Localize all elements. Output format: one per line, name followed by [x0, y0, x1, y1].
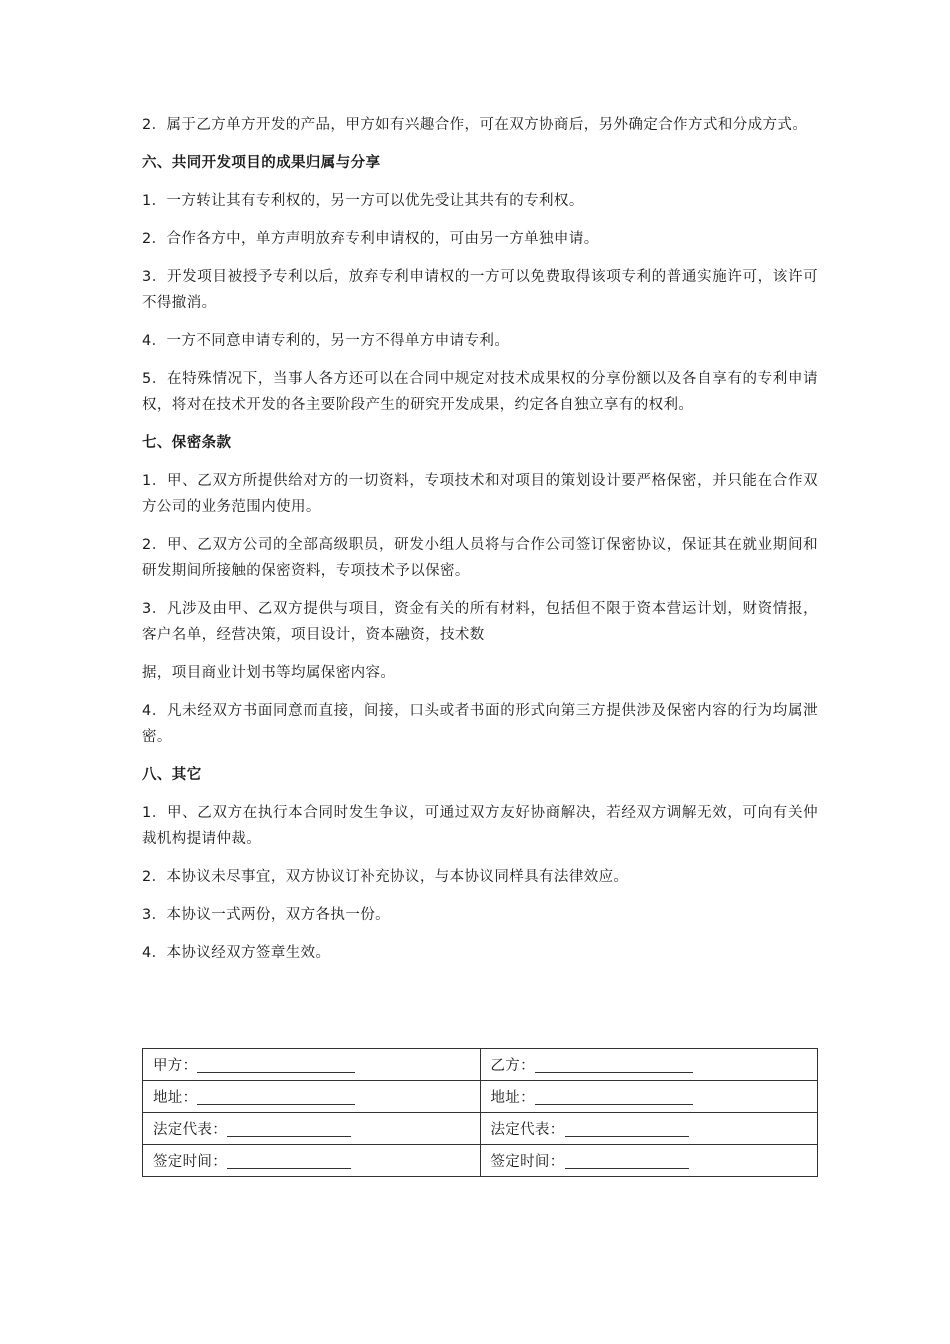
party-b-cell [480, 1049, 818, 1081]
address-a-blank[interactable] [197, 1088, 355, 1105]
date-b-label: 签定时间： [490, 1154, 565, 1170]
address-a-label: 地址： [153, 1090, 198, 1106]
paragraph: 2．本协议未尽事宜，双方协议订补充协议，与本协议同样具有法律效应。 [142, 869, 629, 885]
section-heading-7: 七、保密条款 [142, 435, 232, 451]
paragraph: 1．甲、乙双方所提供给对方的一切资料，专项技术和对项目的策划设计要严格保密，并只能在合作双方公司的业务范围内使用。 [142, 473, 818, 515]
address-a-cell [143, 1081, 481, 1113]
date-b-blank[interactable] [565, 1152, 689, 1169]
address-b-label: 地址： [490, 1090, 535, 1106]
section-heading-6: 六、共同开发项目的成果归属与分享 [142, 155, 381, 171]
rep-b-blank[interactable] [565, 1120, 689, 1137]
signature-table [142, 1048, 818, 1177]
document-body [142, 112, 818, 978]
rep-a-label: 法定代表： [153, 1122, 227, 1138]
paragraph: 4．凡未经双方书面同意而直接，间接，口头或者书面的形式向第三方提供涉及保密内容的行为均属泄密。 [142, 703, 818, 745]
table-row [143, 1113, 818, 1145]
section-heading-8: 八、其它 [142, 767, 202, 783]
paragraph: 3．凡涉及由甲、乙双方提供与项目，资金有关的所有材料，包括但不限于资本营运计划，财资情报，客户名单，经营决策，项目设计，资本融资，技术数 [142, 601, 818, 643]
paragraph: 1．甲、乙双方在执行本合同时发生争议，可通过双方友好协商解决，若经双方调解无效，可向有关仲裁机构提请仲裁。 [142, 805, 818, 847]
rep-b-label: 法定代表： [490, 1122, 565, 1138]
paragraph: 4．本协议经双方签章生效。 [142, 945, 331, 961]
rep-a-blank[interactable] [227, 1120, 351, 1137]
table-row [143, 1049, 818, 1081]
party-a-blank[interactable] [197, 1056, 355, 1073]
party-b-blank[interactable] [535, 1056, 693, 1073]
paragraph: 4．一方不同意申请专利的，另一方不得单方申请专利。 [142, 333, 510, 349]
paragraph: 2．甲、乙双方公司的全部高级职员，研发小组人员将与合作公司签订保密协议，保证其在就业期间和研发期间所接触的保密资料，专项技术予以保密。 [142, 537, 818, 579]
rep-b-cell [480, 1113, 818, 1145]
party-a-cell [143, 1049, 481, 1081]
paragraph: 据，项目商业计划书等均属保密内容。 [142, 665, 396, 681]
paragraph: 2．合作各方中，单方声明放弃专利申请权的，可由另一方单独申请。 [142, 231, 599, 247]
paragraph: 5．在特殊情况下，当事人各方还可以在合同中规定对技术成果权的分享份额以及各自享有的专利申请权，将对在技术开发的各主要阶段产生的研究开发成果，约定各自独立享有的权利。 [142, 371, 818, 413]
date-a-blank[interactable] [227, 1152, 351, 1169]
paragraph: 3．开发项目被授予专利以后，放弃专利申请权的一方可以免费取得该项专利的普通实施许可，该许可不得撤消。 [142, 269, 818, 311]
address-b-cell [480, 1081, 818, 1113]
date-a-cell [143, 1145, 481, 1177]
address-b-blank[interactable] [535, 1088, 693, 1105]
paragraph: 2．属于乙方单方开发的产品，甲方如有兴趣合作，可在双方协商后，另外确定合作方式和分成方式。 [142, 117, 808, 133]
party-a-label: 甲方： [153, 1058, 198, 1074]
date-b-cell [480, 1145, 818, 1177]
paragraph: 1．一方转让其有专利权的，另一方可以优先受让其共有的专利权。 [142, 193, 584, 209]
table-row [143, 1081, 818, 1113]
table-row [143, 1145, 818, 1177]
party-b-label: 乙方： [490, 1058, 535, 1074]
date-a-label: 签定时间： [153, 1154, 227, 1170]
paragraph: 3．本协议一式两份，双方各执一份。 [142, 907, 391, 923]
rep-a-cell [143, 1113, 481, 1145]
